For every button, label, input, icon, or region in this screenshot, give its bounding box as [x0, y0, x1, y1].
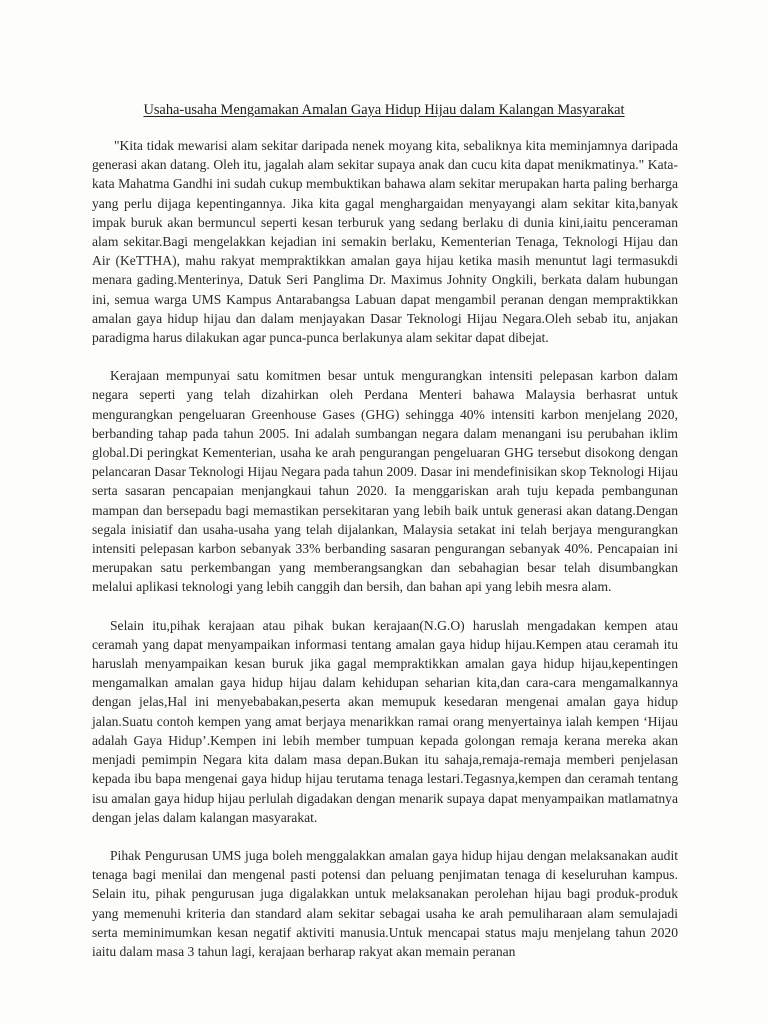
paragraph-1: "Kita tidak mewarisi alam sekitar daripada nenek moyang kita, sebaliknya kita meminjamnya daripada generasi akan datang. Oleh itu, jagalah alam sekitar supaya anak dan cucu kita dapat menikmatinya." Kata-kata Mahatma Gandhi ini sudah cukup membuktikan bahawa alam sekitar merupakan harta paling berharga yang perlu dijaga kepentingannya. Jika kita gagal menghargaidan menyayangi alam sekitar kita,banyak impak buruk akan bermuncul seperti kesan terburuk yang sedang berlaku di dunia kini,iaitu penceraman alam sekitar.Bagi mengelakkan kejadian ini semakin berlaku, Kementerian Tenaga, Teknologi Hijau dan Air (KeTTHA), mahu rakyat mempraktikkan amalan gaya hijau ketika masih menuntut lagi termasukdi menara gading.Menterinya, Datuk Seri Panglima Dr. Maximus Johnity Ongkili, berkata dalam hubungan ini, semua warga UMS Kampus Antarabangsa Labuan dapat mengambil peranan dengan mempraktikkan amalan gaya hidup hijau dan dalam menjayakan Dasar Teknologi Hijau Negara.Oleh sebab itu, anjakan paradigma harus dilakukan agar punca-punca berlakunya alam sekitar dapat dibejat. [92, 138, 678, 346]
document-body [92, 136, 678, 980]
document-title: Usaha-usaha Mengamakan Amalan Gaya Hidup Hijau dalam Kalangan Masyarakat [143, 102, 625, 118]
paragraph-2: Kerajaan mempunyai satu komitmen besar untuk mengurangkan intensiti pelepasan karbon dalam negara seperti yang telah dizahirkan oleh Perdana Menteri bahawa Malaysia berhasrat untuk mengurangkan pengeluaran Greenhouse Gases (GHG) sehingga 40% intensiti karbon menjelang 2020, berbanding tahap pada tahun 2005. Ini adalah sumbangan negara dalam menangani isu perubahan iklim global.Di peringkat Kementerian, usaha ke arah pengurangan pengeluaran GHG tersebut disokong dengan pelancaran Dasar Teknologi Hijau Negara pada tahun 2009. Dasar ini mendefinisikan skop Teknologi Hijau serta sasaran pencapaian menjangkaui tahun 2020. Ia menggariskan arah tuju kepada pembangunan mampan dan bersepadu bagi memastikan persekitaran yang lebih baik untuk generasi akan datang.Dengan segala inisiatif dan usaha-usaha yang telah dijalankan, Malaysia setakat ini telah berjaya mengurangkan intensiti pelepasan karbon sebanyak 33% berbanding sasaran pengurangan sebanyak 40%. Pencapaian ini merupakan satu perkembangan yang memberangsangkan dan sebahagian besar telah disumbangkan melalui aplikasi teknologi yang lebih canggih dan bersih, dan bahan api yang lebih mesra alam. [92, 368, 678, 595]
paragraph-4: Pihak Pengurusan UMS juga boleh menggalakkan amalan gaya hidup hijau dengan melaksanakan audit tenaga bagi menilai dan mengenal pasti potensi dan peluang penjimatan tenaga di keseluruhan kampus. Selain itu, pihak pengurusan juga digalakkan untuk melaksanakan perolehan hijau bagi produk-produk yang memenuhi kriteria dan standard alam sekitar sebagai usaha ke arah pemuliharaan alam semulajadi serta meminimumkan kesan negatif aktiviti manusia.Untuk mencapai status maju menjelang tahun 2020 iaitu dalam masa 3 tahun lagi, kerajaan berharap rakyat akan memain peranan [92, 847, 678, 959]
paragraph-3: Selain itu,pihak kerajaan atau pihak bukan kerajaan(N.G.O) haruslah mengadakan kempen atau ceramah yang dapat menyampaikan informasi tentang amalan gaya hidup hijau.Kempen atau ceramah itu haruslah menyampaikan kesan buruk jika gagal mempraktikkan amalan gaya hidup hijau,kepentingen mengamalkan amalan gaya hidup hijau dalam kehidupan seharian kita,dan cara-cara mengamalkannya dengan jelas,Hal ini menyebabakan,peserta akan memupuk kesedaran mengenai amalan gaya hidup jalan.Suatu contoh kempen yang amat berjaya menarikkan ramai orang menyertainya ialah kempen ‘Hijau adalah Gaya Hidup’.Kempen ini lebih member tumpuan kepada golongan remaja kerana mereka akan menjadi pemimpin Negara kita dalam masa depan.Bukan itu sahaja,remaja-remaja memberi penjelasan kepada ibu bapa mengenai gaya hidup hijau terutama tenaga lestari.Tegasnya,kempen dan ceramah tentang isu amalan gaya hidup hijau perlulah digadakan dengan menarik supaya dapat menyampaikan matlamatnya dengan jelas dalam kalangan masyarakat. [92, 617, 678, 825]
